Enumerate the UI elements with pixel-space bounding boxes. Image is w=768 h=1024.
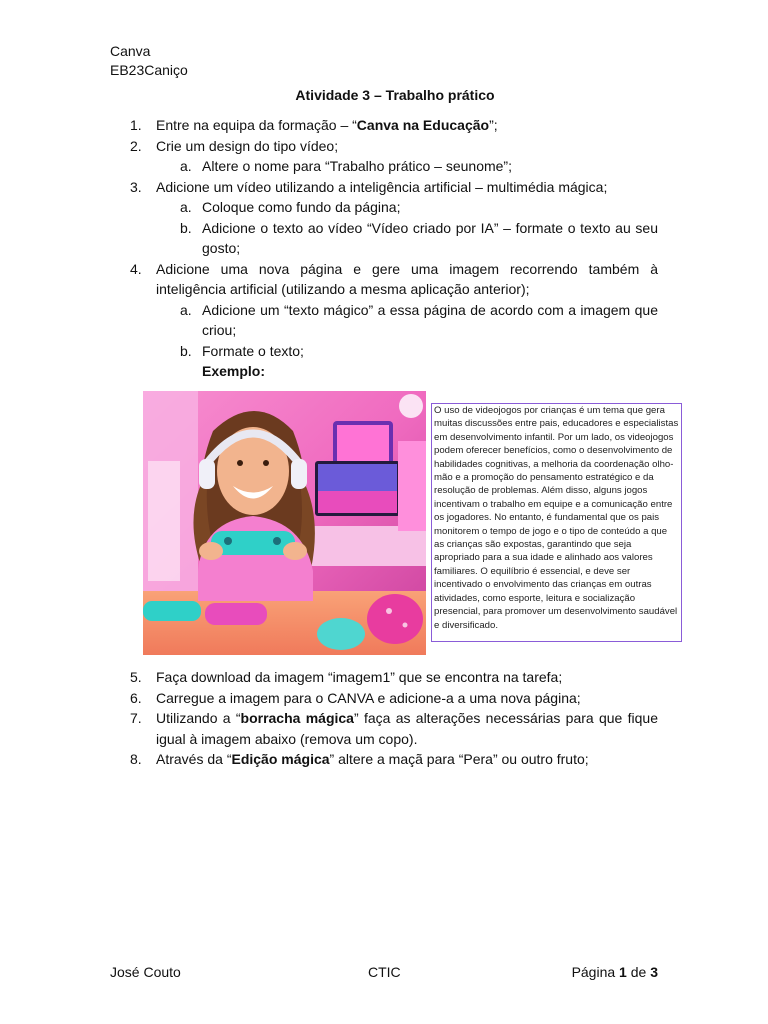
page-number: Página 1 de 3	[571, 964, 658, 980]
list-subitem: b. Adicione o texto ao vídeo “Vídeo criado por IA” – formate o texto au seu gosto;	[180, 219, 658, 256]
instructions-list	[110, 115, 658, 382]
footer-author: José Couto	[110, 964, 181, 980]
list-item: 7. Utilizando a “borracha mágica” faça as alterações necessárias para que fique igual à imagem abaixo (remova um copo).	[130, 710, 658, 747]
magic-edit-label: Edição mágica	[231, 751, 330, 767]
list-item: 2. Crie um design do tipo vídeo;	[130, 137, 339, 154]
list-item: 4. Adicione uma nova página e gere uma imagem recorrendo também à inteligência artificial (utilizando a mesma aplicação anterior);	[130, 260, 658, 297]
instructions-list-continued	[110, 667, 658, 770]
example-ai-image	[143, 391, 426, 655]
document-header	[110, 42, 188, 80]
list-subitem: a. Altere o nome para “Trabalho prático – seunome”;	[180, 158, 512, 174]
list-subitem: b. Formate o texto;	[180, 342, 304, 359]
page-title: Atividade 3 – Trabalho prático	[295, 87, 495, 103]
header-school-name: EB23Caniço	[110, 62, 188, 78]
magic-eraser-label: borracha mágica	[240, 710, 354, 726]
document-footer	[0, 962, 768, 982]
list-subitem: a. Coloque como fundo da página;	[180, 199, 401, 215]
list-subitem: a. Adicione um “texto mágico” a essa página de acordo com a imagem que criou;	[180, 301, 658, 338]
example-label: Exemplo:	[202, 363, 266, 379]
magic-text-box: O uso de videojogos por crianças é um tema que gera muitas discussões entre pais, educadores e especialistas em desenvolvimento infantil. Por um lado, os videojogos podem oferecer benefícios, como o desenvolvimento de habilidades cognitivas, a melhoria da coordenação olho-mão e a promoção do pensamento estratégico e da resolução de problemas. Além disso, alguns jogos incentivam o trabalho em equipe e a comunicação entre os jogadores. No entanto, é fundamental que os pais monitorem o tempo de jogo e o tipo de conteúdo a que as crianças são expostas, garantindo que seja apropriado para a sua idade e alinhado aos valores familiares. O equilíbrio é essencial, e deve ser incentivado o envolvimento das crianças em outras atividades, como esporte, leitura e socialização presencial, para promover um desenvolvimento saudável e diversificado.	[431, 403, 682, 642]
footer-center: CTIC	[368, 964, 401, 980]
list-item: 1. Entre na equipa da formação – “Canva na Educação”;	[130, 117, 498, 133]
header-app-name: Canva	[110, 43, 151, 59]
list-item: 8. Através da “Edição mágica” altere a maçã para “Pera” ou outro fruto;	[130, 751, 589, 767]
list-item: 3. Adicione um vídeo utilizando a inteligência artificial – multimédia mágica;	[130, 178, 608, 195]
list-item: 5. Faça download da imagem “imagem1” que se encontra na tarefa;	[130, 669, 563, 685]
team-name: Canva na Educação	[356, 117, 490, 133]
list-item: 6. Carregue a imagem para o CANVA e adicione-a a uma nova página;	[130, 689, 581, 706]
